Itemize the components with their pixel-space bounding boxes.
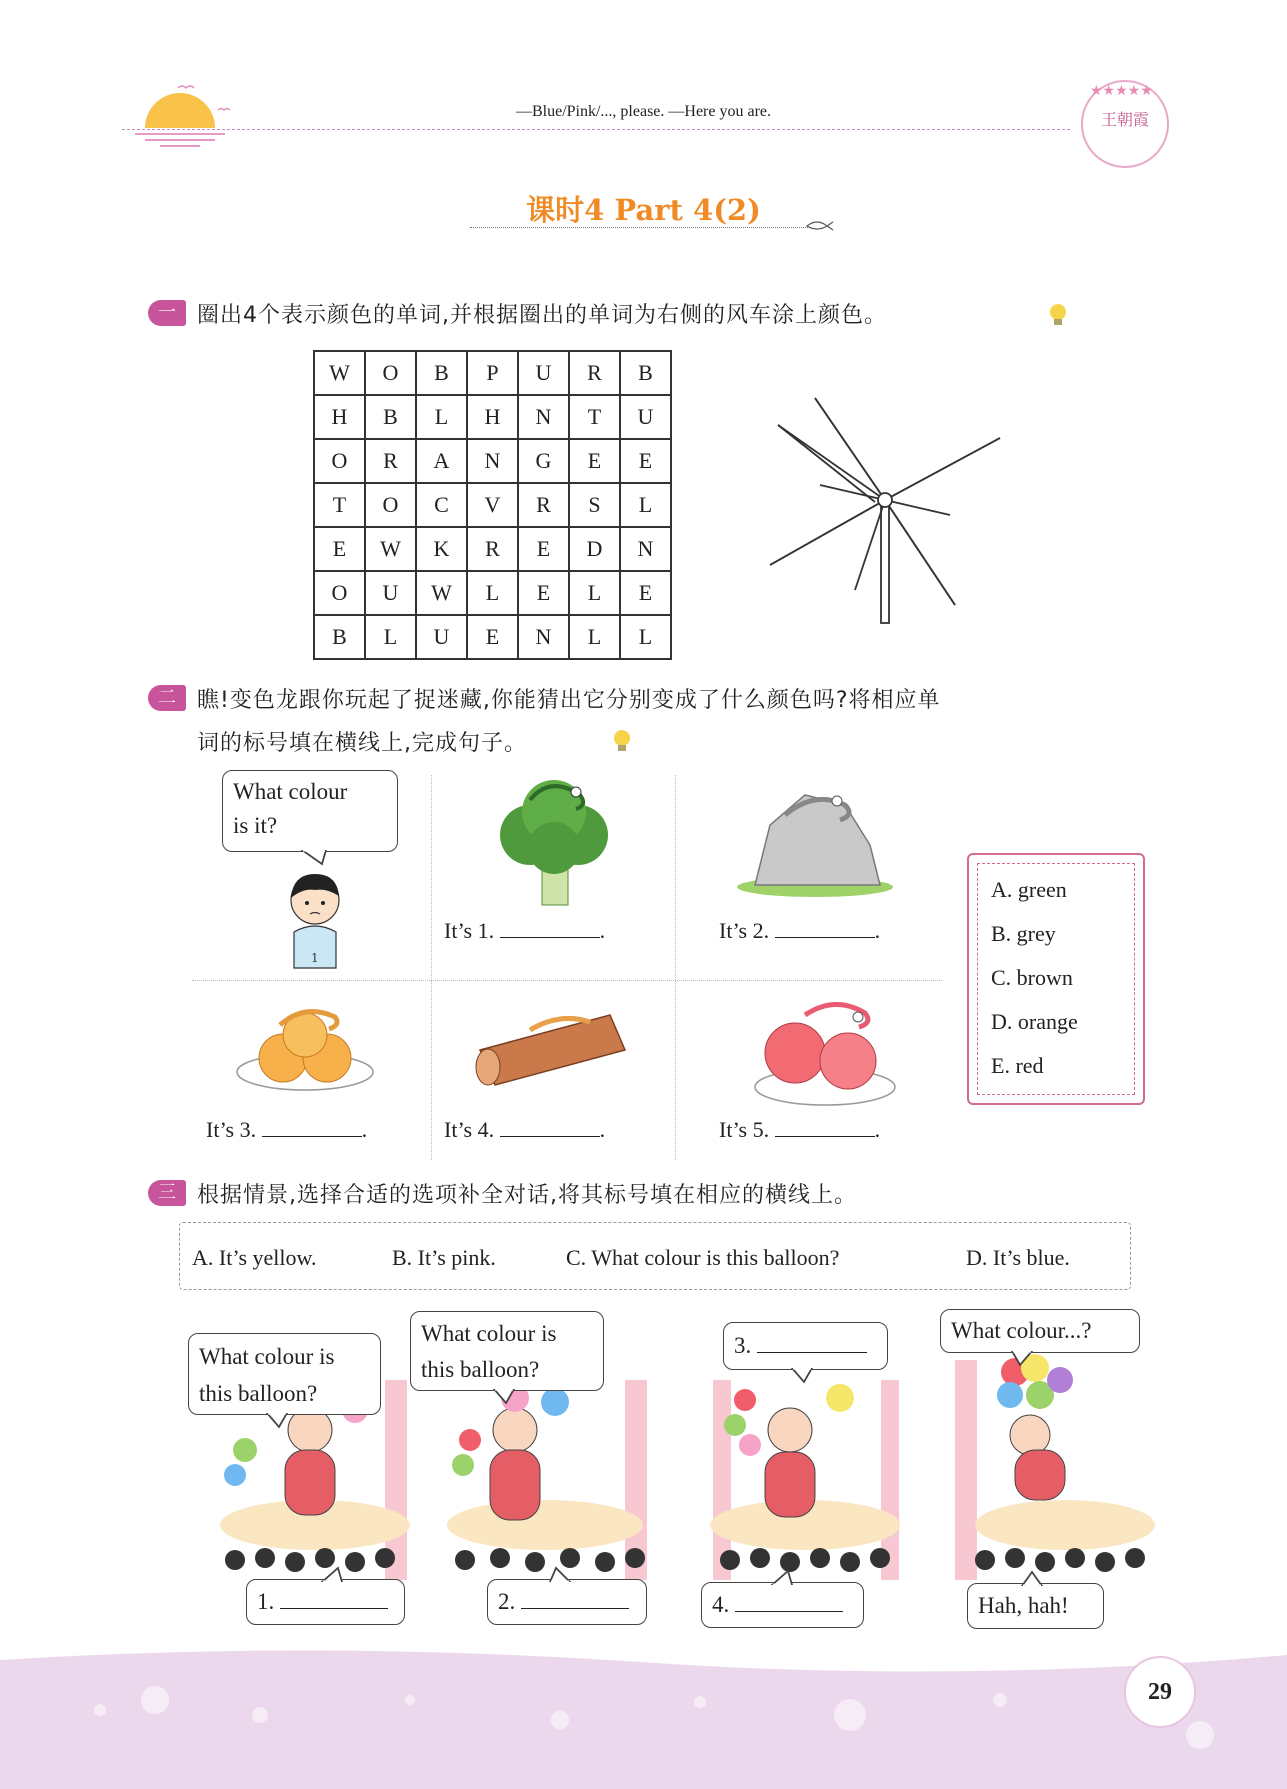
section2-badge: 二 [148, 685, 186, 711]
svg-text:★★★★★: ★★★★★ [1090, 83, 1153, 97]
dialogue-blank-1[interactable] [280, 1590, 388, 1609]
color-options-box [967, 853, 1145, 1105]
dialogue-blank-3[interactable] [757, 1334, 867, 1353]
section1-instruction: 圈出4个表示颜色的单词,并根据圈出的单词为右侧的风车涂上颜色。 [197, 303, 887, 328]
grid-cell[interactable]: K [416, 527, 467, 571]
sentence-2: It’s 2. . [719, 918, 881, 943]
grid-cell[interactable]: A [416, 439, 467, 483]
bubble-q4-text: What colour...? [951, 1318, 1092, 1343]
answer-bubble-2 [487, 1579, 647, 1625]
page-title: 课时4 Part 4(2) [526, 193, 761, 227]
answer-blank-3[interactable] [262, 1118, 362, 1137]
bubble-q2-line1: What colour is [421, 1321, 557, 1346]
bubble-q3-label: 3. [734, 1333, 752, 1358]
grid-cell[interactable]: U [620, 395, 671, 439]
option-d: D. orange [991, 1009, 1078, 1034]
grid-cell[interactable]: L [365, 615, 416, 659]
grid-cell[interactable]: G [518, 439, 569, 483]
grid-cell[interactable]: E [620, 571, 671, 615]
section2-instruction-line2: 词的标号填在横线上,完成句子。 [197, 731, 527, 756]
grid-cell[interactable]: E [569, 439, 620, 483]
grid-cell[interactable]: P [467, 351, 518, 395]
bubble-tail [548, 1566, 574, 1582]
page-number: 29 [1124, 1656, 1196, 1728]
grid-cell[interactable]: R [518, 483, 569, 527]
sentence-3: It’s 3. . [206, 1117, 368, 1142]
answer-bubble-1 [246, 1579, 405, 1625]
dialogue-bubble-q4 [940, 1309, 1140, 1353]
answer-blank-1[interactable] [500, 919, 600, 938]
grid-divider-v1 [431, 775, 432, 1160]
bubble-tail [492, 1389, 518, 1405]
bubble-tail [790, 1368, 816, 1384]
logo-text: 王朝霞 [1100, 110, 1149, 129]
clown-scene-panel-3 [705, 1380, 905, 1580]
bird-icon [805, 216, 835, 236]
question-bubble [222, 770, 398, 852]
sentence-3-text: It’s 3. [206, 1117, 257, 1142]
answer-blank-4[interactable] [500, 1118, 600, 1137]
grid-cell[interactable]: E [518, 527, 569, 571]
title-underline [470, 227, 810, 228]
publisher-logo [1081, 80, 1169, 168]
grid-cell[interactable]: O [365, 483, 416, 527]
grid-cell[interactable]: W [416, 571, 467, 615]
option-b: B. grey [991, 921, 1056, 946]
section2-instruction-line1: 瞧!变色龙跟你玩起了捉迷藏,你能猜出它分别变成了什么颜色吗?将相应单 [197, 688, 941, 713]
grid-cell[interactable]: B [314, 615, 365, 659]
grid-cell[interactable]: E [620, 439, 671, 483]
grid-divider-v2 [675, 775, 676, 1160]
grid-cell[interactable]: U [365, 571, 416, 615]
answer-bubble-1-label: 1. [257, 1589, 275, 1614]
lightbulb-icon [1047, 302, 1069, 328]
oranges-chameleon-illustration [235, 1000, 375, 1100]
bubble-q2-line2: this balloon? [421, 1357, 540, 1382]
choice-c: C. What colour is this balloon? [566, 1245, 840, 1270]
grid-cell[interactable]: O [314, 439, 365, 483]
bubble-tail [265, 1413, 291, 1429]
grid-row [314, 395, 671, 439]
apples-chameleon-illustration [750, 995, 900, 1110]
section3-instruction: 根据情景,选择合适的选项补全对话,将其标号填在相应的横线上。 [197, 1183, 857, 1208]
choice-b: B. It’s pink. [392, 1245, 496, 1270]
grid-row [314, 351, 671, 395]
grid-cell[interactable]: W [314, 351, 365, 395]
option-c: C. brown [991, 965, 1073, 990]
answer-bubble-4-label: 4. [712, 1592, 730, 1617]
grid-cell[interactable]: H [467, 395, 518, 439]
section3-badge: 三 [148, 1180, 186, 1206]
answer-bubble-laugh [967, 1583, 1104, 1629]
grid-cell[interactable]: R [365, 439, 416, 483]
sentence-1: It’s 1. . [444, 918, 606, 943]
grid-cell[interactable]: E [314, 527, 365, 571]
question-line2: is it? [233, 813, 278, 838]
pinwheel-drawing [760, 390, 1020, 630]
grid-cell[interactable]: L [569, 571, 620, 615]
grid-cell[interactable]: V [467, 483, 518, 527]
grid-cell[interactable]: U [416, 615, 467, 659]
sentence-4: It’s 4. . [444, 1117, 606, 1142]
answer-bubble-2-label: 2. [498, 1589, 516, 1614]
sentence-5-text: It’s 5. [719, 1117, 770, 1142]
word-search-grid [313, 350, 672, 660]
log-chameleon-illustration [470, 995, 630, 1095]
grid-row [314, 527, 671, 571]
answer-blank-2[interactable] [775, 919, 875, 938]
grid-cell[interactable]: E [518, 571, 569, 615]
grid-cell[interactable]: W [365, 527, 416, 571]
grid-cell[interactable]: O [365, 351, 416, 395]
bubble-tail [320, 1566, 346, 1582]
answer-bubble-4 [701, 1582, 864, 1628]
dialogue-blank-2[interactable] [521, 1590, 629, 1609]
stars-icon [1090, 81, 1160, 97]
sentence-4-text: It’s 4. [444, 1117, 495, 1142]
bottom-wave-decoration [0, 1640, 1287, 1789]
grid-cell[interactable]: B [416, 351, 467, 395]
grid-cell[interactable]: B [620, 351, 671, 395]
grid-cell[interactable]: N [467, 439, 518, 483]
grid-divider-h [192, 980, 942, 981]
grid-cell[interactable]: B [365, 395, 416, 439]
question-line1: What colour [233, 779, 348, 804]
grid-cell[interactable]: E [467, 615, 518, 659]
grid-cell[interactable]: N [518, 615, 569, 659]
grid-row [314, 615, 671, 659]
bubble-tail [770, 1569, 796, 1585]
grid-cell[interactable]: D [569, 527, 620, 571]
answer-bubble-laugh-text: Hah, hah! [978, 1593, 1069, 1618]
grid-cell[interactable]: O [314, 571, 365, 615]
bubble-tail [1020, 1570, 1046, 1586]
grid-row [314, 483, 671, 527]
grid-cell[interactable]: L [416, 395, 467, 439]
section1-badge: 一 [148, 300, 186, 326]
bubble-tail [300, 850, 330, 866]
grid-cell[interactable]: R [467, 527, 518, 571]
dialogue-bubble-q3 [723, 1322, 888, 1370]
grid-cell[interactable]: N [518, 395, 569, 439]
dialogue-choices-box [179, 1222, 1131, 1290]
choice-d: D. It’s blue. [966, 1245, 1070, 1270]
bubble-tail [1010, 1351, 1036, 1367]
grid-cell[interactable]: L [620, 483, 671, 527]
grid-cell[interactable]: T [314, 483, 365, 527]
option-e: E. red [991, 1053, 1044, 1078]
grid-cell[interactable]: C [416, 483, 467, 527]
grid-cell[interactable]: L [569, 615, 620, 659]
grid-cell[interactable]: S [569, 483, 620, 527]
grid-cell[interactable]: N [620, 527, 671, 571]
grid-cell[interactable]: L [620, 615, 671, 659]
grid-cell[interactable]: T [569, 395, 620, 439]
dialogue-bubble-q1 [188, 1333, 381, 1415]
bubble-q1-line1: What colour is [199, 1344, 335, 1369]
grid-cell[interactable]: L [467, 571, 518, 615]
answer-blank-5[interactable] [775, 1118, 875, 1137]
dialogue-blank-4[interactable] [735, 1593, 843, 1612]
grid-cell[interactable]: R [569, 351, 620, 395]
grid-row [314, 571, 671, 615]
broccoli-chameleon-illustration [490, 770, 620, 910]
sentence-1-text: It’s 1. [444, 918, 495, 943]
grid-cell[interactable]: U [518, 351, 569, 395]
grid-cell[interactable]: H [314, 395, 365, 439]
sentence-5: It’s 5. . [719, 1117, 881, 1142]
boy-illustration [280, 870, 350, 970]
bubble-q1-line2: this balloon? [199, 1381, 318, 1406]
clown-scene-panel-4 [955, 1350, 1155, 1580]
option-a: A. green [991, 877, 1067, 902]
sentence-2-text: It’s 2. [719, 918, 770, 943]
choice-a: A. It’s yellow. [192, 1245, 317, 1270]
svg-text:1: 1 [311, 951, 319, 965]
grid-row [314, 439, 671, 483]
lightbulb-icon [611, 728, 633, 754]
clown-scene-panel-2 [445, 1380, 655, 1580]
header-divider [122, 129, 1070, 130]
rock-chameleon-illustration [735, 775, 895, 900]
header-text: —Blue/Pink/..., please. —Here you are. [515, 103, 772, 120]
dialogue-bubble-q2 [410, 1311, 604, 1391]
